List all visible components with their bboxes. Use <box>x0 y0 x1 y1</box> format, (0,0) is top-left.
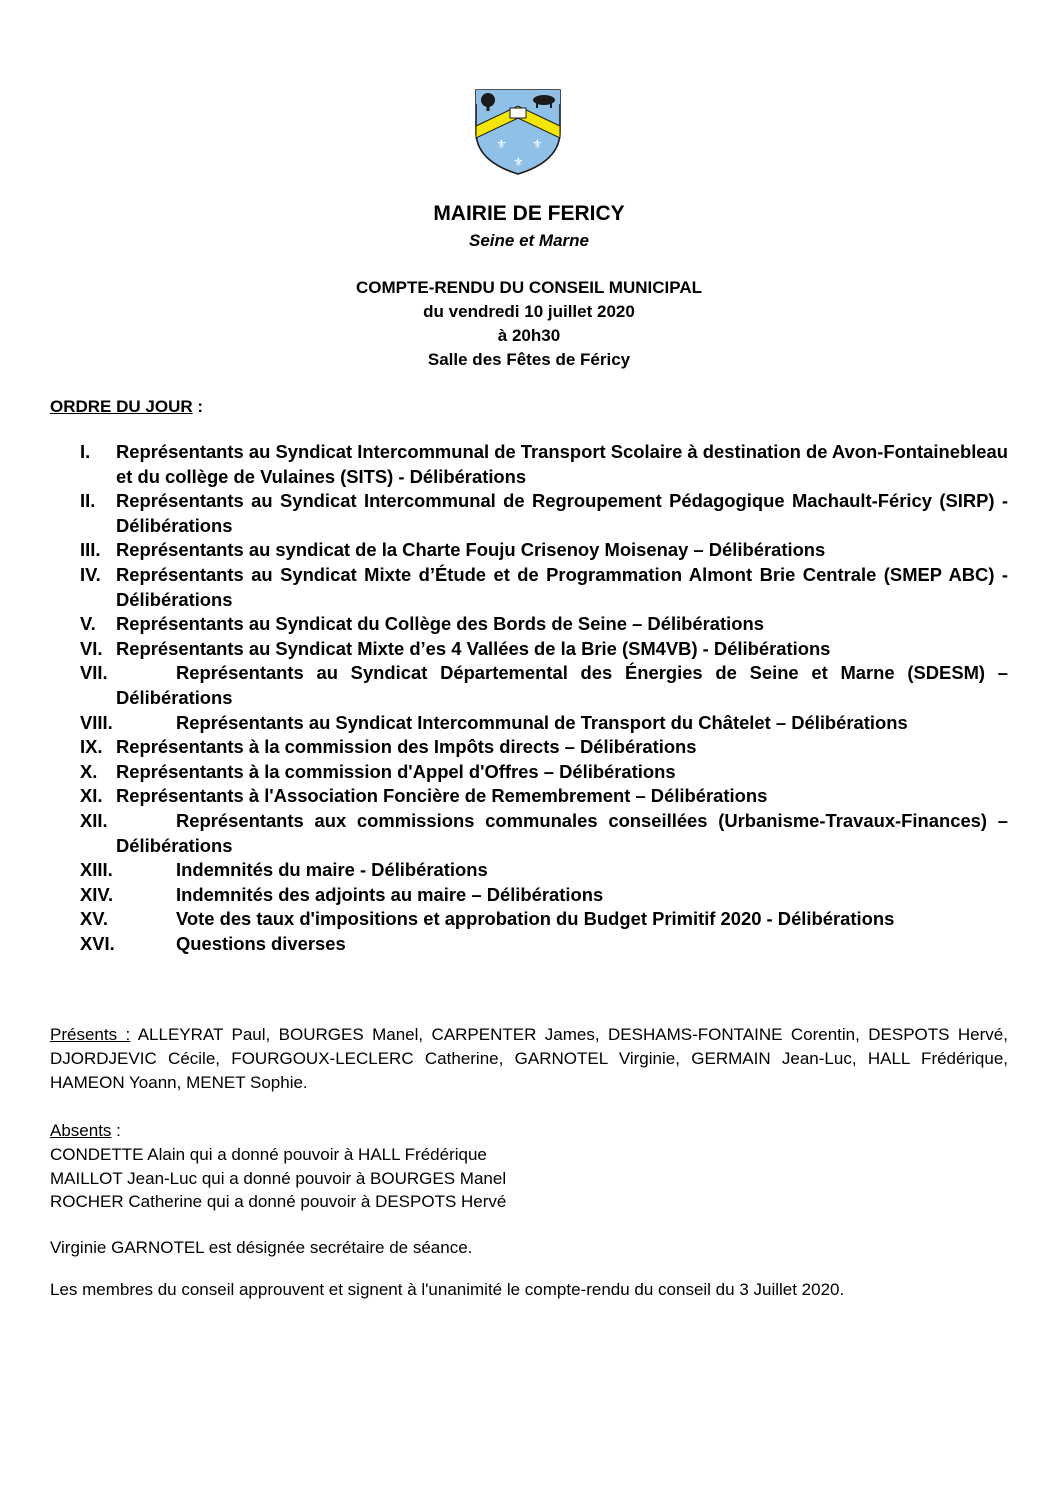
agenda-item <box>80 883 1008 908</box>
agenda-item-number: IV. <box>80 563 101 585</box>
agenda-item <box>80 809 1008 858</box>
agenda-item-number: XIII. <box>80 859 113 881</box>
agenda-item-text: Représentants au Syndicat Mixte d’es 4 Vallées de la Brie (SM4VB) - Délibérations <box>116 637 831 659</box>
agenda-item-text: Représentants au Syndicat Intercommunal de Transport Scolaire à destination de Avon-Fontainebleau et du collège de Vulaines (SITS) - Délibérations <box>116 441 1008 487</box>
presents-list: ALLEYRAT Paul, BOURGES Manel, CARPENTER James, DESHAMS-FONTAINE Corentin, DESPOTS Hervé, DJORDJEVIC Cécile, FOURGOUX-LECLERC Catherine, GARNOTEL Virginie, GERMAIN Jean-Luc, HALL Frédérique, HAMEON Yoann, MENET Sophie. <box>50 1025 1008 1092</box>
absent-entry: MAILLOT Jean-Luc qui a donné pouvoir à BOURGES Manel <box>50 1168 507 1188</box>
agenda-item-number: XI. <box>80 785 103 807</box>
agenda-item-number: V. <box>80 613 96 635</box>
agenda-item-text: Représentants à l'Association Foncière de Remembrement – Délibérations <box>116 785 768 807</box>
agenda-item-number: XIV. <box>80 883 114 905</box>
agenda-item-text: Représentants à la commission des Impôts directs – Délibérations <box>116 736 697 758</box>
agenda-item-number: XV. <box>80 908 108 930</box>
agenda-item-text: Vote des taux d'impositions et approbation du Budget Primitif 2020 - Délibérations <box>176 908 895 930</box>
agenda-item <box>80 907 1008 932</box>
agenda-item-text: Indemnités des adjoints au maire – Délibérations <box>176 883 604 905</box>
agenda-item <box>80 711 1008 736</box>
absent-entry: ROCHER Catherine qui a donné pouvoir à DESPOTS Hervé <box>50 1192 507 1212</box>
agenda-item <box>80 563 1008 612</box>
agenda-item <box>80 489 1008 538</box>
agenda-item-number: XVI. <box>80 932 115 954</box>
agenda-item-number: X. <box>80 760 98 782</box>
absents-colon: : <box>111 1121 121 1140</box>
agenda-item-number: VI. <box>80 637 103 659</box>
presents-label: Présents : <box>50 1025 131 1044</box>
agenda-item-text: Représentants à la commission d'Appel d'Offres – Délibérations <box>116 760 676 782</box>
agenda-item-number: VII. <box>80 662 108 684</box>
agenda-heading <box>50 397 203 417</box>
absents-heading <box>50 1119 1008 1143</box>
report-date: du vendredi 10 juillet 2020 <box>423 302 635 321</box>
page-subtitle: Seine et Marne <box>469 231 589 250</box>
agenda-item <box>80 784 1008 809</box>
agenda-item-number: I. <box>80 441 91 462</box>
agenda-item-number: II. <box>80 490 96 512</box>
absents-block <box>50 1119 1008 1214</box>
agenda-item-text: Questions diverses <box>176 932 346 954</box>
agenda-item <box>80 735 1008 760</box>
agenda-item-text: Représentants au Syndicat Intercommunal de Transport du Châtelet – Délibérations <box>176 711 908 733</box>
report-time: à 20h30 <box>497 326 561 345</box>
agenda-item <box>80 932 1008 957</box>
agenda-item-number: XII. <box>80 809 108 831</box>
agenda-item-text: Représentants au Syndicat du Collège des Bords de Seine – Délibérations <box>116 613 764 635</box>
agenda-item-text: Représentants au Syndicat Départemental des Énergies de Seine et Marne (SDESM) – Délibérations <box>116 662 1008 708</box>
agenda-item <box>80 760 1008 785</box>
agenda-heading-colon: : <box>192 397 204 416</box>
agenda-item-number: III. <box>80 539 101 561</box>
agenda-item-number: IX. <box>80 736 103 758</box>
agenda-item <box>80 637 1008 662</box>
svg-text:⚜: ⚜ <box>532 137 543 151</box>
agenda-item <box>80 858 1008 883</box>
report-venue: Salle des Fêtes de Féricy <box>427 350 631 369</box>
crest-logo <box>472 86 570 176</box>
presents-paragraph <box>50 1023 1008 1094</box>
agenda-item-text: Représentants au Syndicat Mixte d’Étude et de Programmation Almont Brie Centrale (SMEP ABC) - Délibérations <box>116 563 1008 610</box>
absent-entry: CONDETTE Alain qui a donné pouvoir à HALL Frédérique <box>50 1144 487 1164</box>
agenda-item-text: Représentants au syndicat de la Charte Fouju Crisenoy Moisenay – Délibérations <box>116 539 826 561</box>
agenda-item <box>80 538 1008 563</box>
svg-text:⚜: ⚜ <box>496 137 507 151</box>
agenda-item <box>80 612 1008 637</box>
agenda-heading-label: ORDRE DU JOUR <box>50 397 193 416</box>
secretary-line: Virginie GARNOTEL est désignée secrétaire de séance. <box>50 1238 473 1257</box>
agenda-item <box>80 440 1008 489</box>
agenda-item-number: VIII. <box>80 711 113 733</box>
absents-label: Absents <box>50 1121 112 1140</box>
approval-line: Les membres du conseil approuvent et signent à l'unanimité le compte-rendu du conseil du 3 Juillet 2020. <box>50 1280 845 1299</box>
agenda-item-text: Représentants aux commissions communales conseillées (Urbanisme-Travaux-Finances) – Délibérations <box>116 809 1008 856</box>
svg-text:⚜: ⚜ <box>513 155 524 169</box>
agenda-item-text: Représentants au Syndicat Intercommunal de Regroupement Pédagogique Machault-Féricy (SIRP) - Délibérations <box>116 490 1008 536</box>
agenda-list <box>80 440 1008 956</box>
agenda-item-text: Indemnités du maire - Délibérations <box>176 859 488 881</box>
agenda-item <box>80 661 1008 710</box>
report-title: COMPTE-RENDU DU CONSEIL MUNICIPAL <box>356 278 702 297</box>
page-title: MAIRIE DE FERICY <box>433 202 625 225</box>
